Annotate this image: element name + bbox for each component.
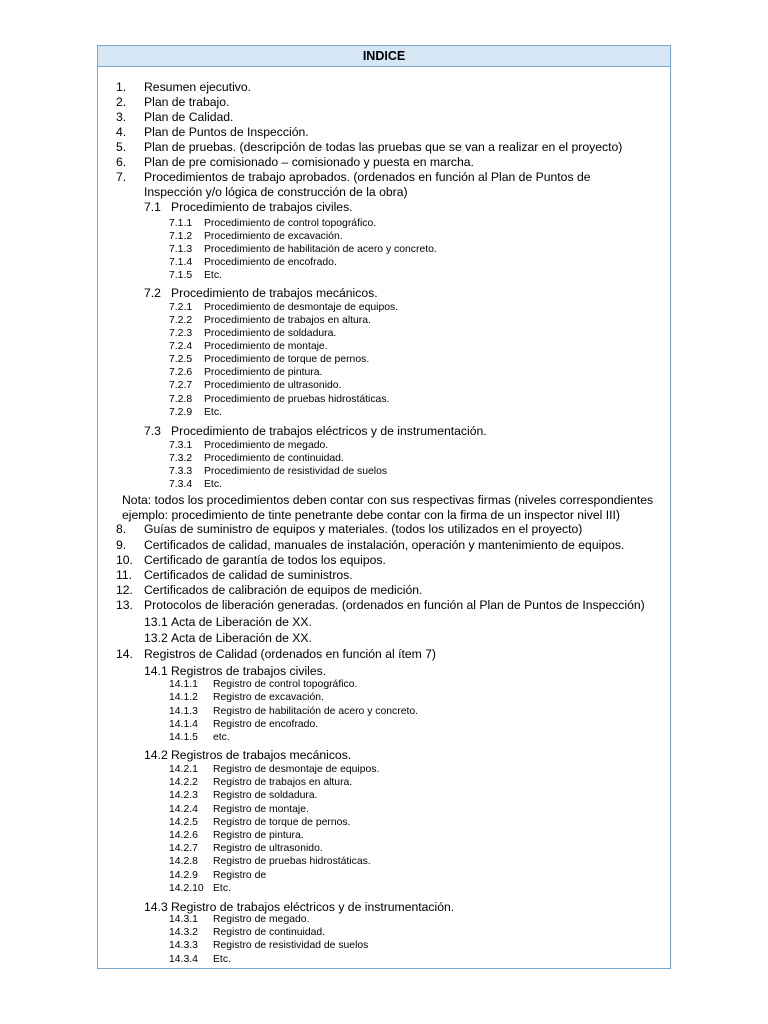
item-text: Plan de Puntos de Inspección. [144,125,309,139]
index-item [116,81,251,93]
item-number: 14.1.5 [169,732,198,743]
item-number: 14.2.4 [169,804,198,815]
item-text: Procedimiento de encofrado. [204,257,337,268]
item-text: Procedimiento de trabajos mecánicos. [171,286,378,300]
index-subsubitem [169,454,344,464]
item-number: 11. [116,568,133,582]
item-number: 14.3.1 [169,914,198,925]
index-item [116,111,233,123]
item-number: 14.1.4 [169,719,198,730]
item-text: etc. [213,732,230,743]
item-text: Registro de desmontaje de equipos. [213,764,380,775]
index-subsubitem [169,395,389,405]
index-subsubitem [169,884,231,894]
item-text: Etc. [204,479,222,490]
item-text: Plan de Calidad. [144,110,234,124]
item-text: Registro de continuidad. [213,927,326,938]
note-line: Nota: todos los procedimientos deben contar con sus respectivas firmas (niveles correspondientes [122,493,654,507]
item-number: 14.1.2 [169,692,198,703]
item-text: Registros de Calidad (ordenados en función al ítem 7) [144,647,436,661]
item-text: Plan de pre comisionado – comisionado y puesta en marcha. [144,155,474,169]
index-subsubitem [169,441,328,451]
item-number: 14.2.1 [169,764,198,775]
index-item [116,126,309,138]
item-number: 7.1.2 [169,231,193,242]
index-subsubitem [169,258,337,268]
item-number: 7.3.2 [169,453,193,464]
item-text: Registro de soldadura. [213,790,318,801]
index-subitem [144,749,351,761]
item-text: Etc. [213,954,231,965]
item-number: 3. [116,110,127,124]
item-number: 14.3.4 [169,954,198,965]
index-subsubitem [169,303,398,313]
index-subitem [144,616,312,628]
item-text: Registros de trabajos civiles. [171,664,327,678]
index-subsubitem [169,245,437,255]
item-text: Acta de Liberación de XX. [171,615,312,629]
index-subsubitem [169,232,343,242]
item-text: Registro de control topográfico. [213,679,358,690]
item-text: Registro de trabajos en altura. [213,777,353,788]
item-text: Guías de suministro de equipos y materiales. (todos los utilizados en el proyecto) [144,522,583,536]
item-number: 7.1.1 [169,218,193,229]
item-number: 14.2.2 [169,777,198,788]
index-subsubitem [169,844,323,854]
index-subsubitem [169,480,222,490]
item-number: 14.3.3 [169,940,198,951]
item-number: 14.1.1 [169,679,198,690]
item-text: Registro de encofrado. [213,719,319,730]
item-text: Procedimiento de trabajos eléctricos y de instrumentación. [171,424,487,438]
item-number: 7.2.8 [169,394,193,405]
index-subsubitem [169,271,222,281]
index-item [116,569,353,581]
item-number: 7. [116,170,127,184]
index-subsubitem [169,805,309,815]
item-number: 4. [116,125,127,139]
index-subsubitem [169,329,336,339]
index-item [116,141,622,153]
index-subitem [144,901,454,913]
item-number: 7.3 [144,424,161,438]
item-number: 7.3.3 [169,466,193,477]
item-number: 14.3 [144,900,168,914]
item-text: Registro de pintura. [213,830,304,841]
index-subsubitem [169,831,304,841]
item-number: 14.2.5 [169,817,198,828]
item-number: 7.1.3 [169,244,193,255]
index-subitem [144,425,487,437]
item-text: Registro de ultrasonido. [213,843,323,854]
item-text: Acta de Liberación de XX. [171,631,312,645]
index-subsubitem [169,928,325,938]
item-number: 14.1.3 [169,706,198,717]
item-text: Plan de pruebas. (descripción de todas las pruebas que se van a realizar en el proyecto) [144,140,623,154]
item-text: Procedimiento de habilitación de acero y concreto. [204,244,437,255]
index-item [116,554,386,566]
item-number: 14.2.10 [169,883,204,894]
item-text: Procedimiento de megado. [204,440,329,451]
item-number: 7.2.2 [169,315,193,326]
item-number: 7.2.4 [169,341,193,352]
item-number: 7.3.4 [169,479,193,490]
item-text: Procedimiento de pintura. [204,367,323,378]
index-item [116,171,591,198]
index-subsubitem [169,381,341,391]
item-text: Etc. [213,883,231,894]
item-number: 12. [116,583,133,597]
index-item [116,523,582,535]
item-number: 7.3.1 [169,440,193,451]
item-text: Procedimientos de trabajo aprobados. (ordenados en función al Plan de Puntos de [144,170,591,184]
item-number: 14.2.7 [169,843,198,854]
item-number: 7.2.1 [169,302,193,313]
item-text: Resumen ejecutivo. [144,80,252,94]
note-paragraph [122,493,653,523]
item-text: Procedimiento de continuidad. [204,453,344,464]
item-text: Procedimiento de torque de pernos. [204,354,370,365]
item-text: Registros de trabajos mecánicos. [171,748,352,762]
index-subsubitem [169,791,318,801]
index-subsubitem [169,467,387,477]
item-number: 14.2.9 [169,870,198,881]
item-text: Procedimiento de resistividad de suelos [204,466,388,477]
index-subsubitem [169,342,328,352]
item-number: 6. [116,155,127,169]
item-number: 14.2 [144,748,168,762]
item-number: 7.1.4 [169,257,193,268]
index-subitem [144,665,326,677]
item-number: 7.2 [144,286,161,300]
item-number: 7.2.7 [169,380,193,391]
item-text: Protocolos de liberación generadas. (ordenados en función al Plan de Puntos de Inspección) [144,598,645,612]
item-number: 14.2.6 [169,830,198,841]
index-box [97,45,671,969]
item-text: Etc. [204,407,222,418]
item-text: Procedimiento de trabajos civiles. [171,200,353,214]
index-item [116,539,624,551]
item-number: 13.2 [144,631,168,645]
item-text: Registro de [213,870,267,881]
item-number: 10. [116,553,133,567]
item-text: Registro de habilitación de acero y concreto. [213,706,419,717]
item-text: Certificado de garantía de todos los equipos. [144,553,386,567]
item-number: 14.2.8 [169,856,198,867]
item-text: Etc. [204,270,222,281]
item-text: Registro de excavación. [213,692,324,703]
item-text: Procedimiento de ultrasonido. [204,380,342,391]
index-subsubitem [169,941,368,951]
item-number: 14.1 [144,664,168,678]
item-number: 14.3.2 [169,927,198,938]
item-number: 7.1 [144,200,161,214]
item-text: Registro de resistividad de suelos [213,940,369,951]
item-number: 7.2.9 [169,407,193,418]
index-item [116,96,229,108]
item-text: Registro de pruebas hidrostáticas. [213,856,371,867]
index-subsubitem [169,355,369,365]
item-text: Certificados de calibración de equipos de medición. [144,583,423,597]
index-subsubitem [169,693,324,703]
item-number: 7.2.6 [169,367,193,378]
item-number: 1. [116,80,127,94]
index-item [116,599,645,611]
index-subitem [144,201,353,213]
item-number: 7.2.3 [169,328,193,339]
index-subsubitem [169,857,371,867]
item-text: Certificados de calidad, manuales de instalación, operación y mantenimiento de equipos. [144,538,625,552]
index-subsubitem [169,818,350,828]
index-subsubitem [169,680,357,690]
item-number: 13. [116,598,133,612]
index-subsubitem [169,316,371,326]
item-text: Procedimiento de soldadura. [204,328,337,339]
item-number: 5. [116,140,127,154]
item-text: Registro de montaje. [213,804,309,815]
item-text-continuation: Inspección y/o lógica de construcción de la obra) [144,185,408,200]
item-text: Certificados de calidad de suministros. [144,568,353,582]
item-number: 13.1 [144,615,168,629]
item-text: Registro de megado. [213,914,310,925]
item-text: Registro de torque de pernos. [213,817,351,828]
index-item [116,156,474,168]
index-subsubitem [169,733,230,743]
item-number: 14.2.3 [169,790,198,801]
index-subsubitem [169,765,379,775]
index-subsubitem [169,871,266,881]
index-item [116,584,422,596]
index-subitem [144,287,378,299]
index-subsubitem [169,368,322,378]
note-line: ejemplo: procedimiento de tinte penetrante debe contar con la firma de un inspector nivel III) [122,508,620,522]
item-text: Registro de trabajos eléctricos y de instrumentación. [171,900,455,914]
index-subsubitem [169,219,376,229]
item-text: Plan de trabajo. [144,95,230,109]
item-number: 7.2.5 [169,354,193,365]
index-subitem [144,632,312,644]
item-number: 9. [116,538,127,552]
index-subsubitem [169,707,418,717]
item-text: Procedimiento de trabajos en altura. [204,315,371,326]
index-subsubitem [169,915,309,925]
index-subsubitem [169,408,222,418]
index-subsubitem [169,955,231,965]
item-text: Procedimiento de pruebas hidrostáticas. [204,394,390,405]
item-text: Procedimiento de control topográfico. [204,218,377,229]
item-number: 2. [116,95,127,109]
index-title: INDICE [98,46,670,67]
item-number: 8. [116,522,127,536]
index-subsubitem [169,720,318,730]
item-number: 14. [116,647,133,661]
index-item [116,648,436,660]
item-number: 7.1.5 [169,270,193,281]
item-text: Procedimiento de desmontaje de equipos. [204,302,399,313]
item-text: Procedimiento de montaje. [204,341,328,352]
item-text: Procedimiento de excavación. [204,231,343,242]
index-subsubitem [169,778,352,788]
